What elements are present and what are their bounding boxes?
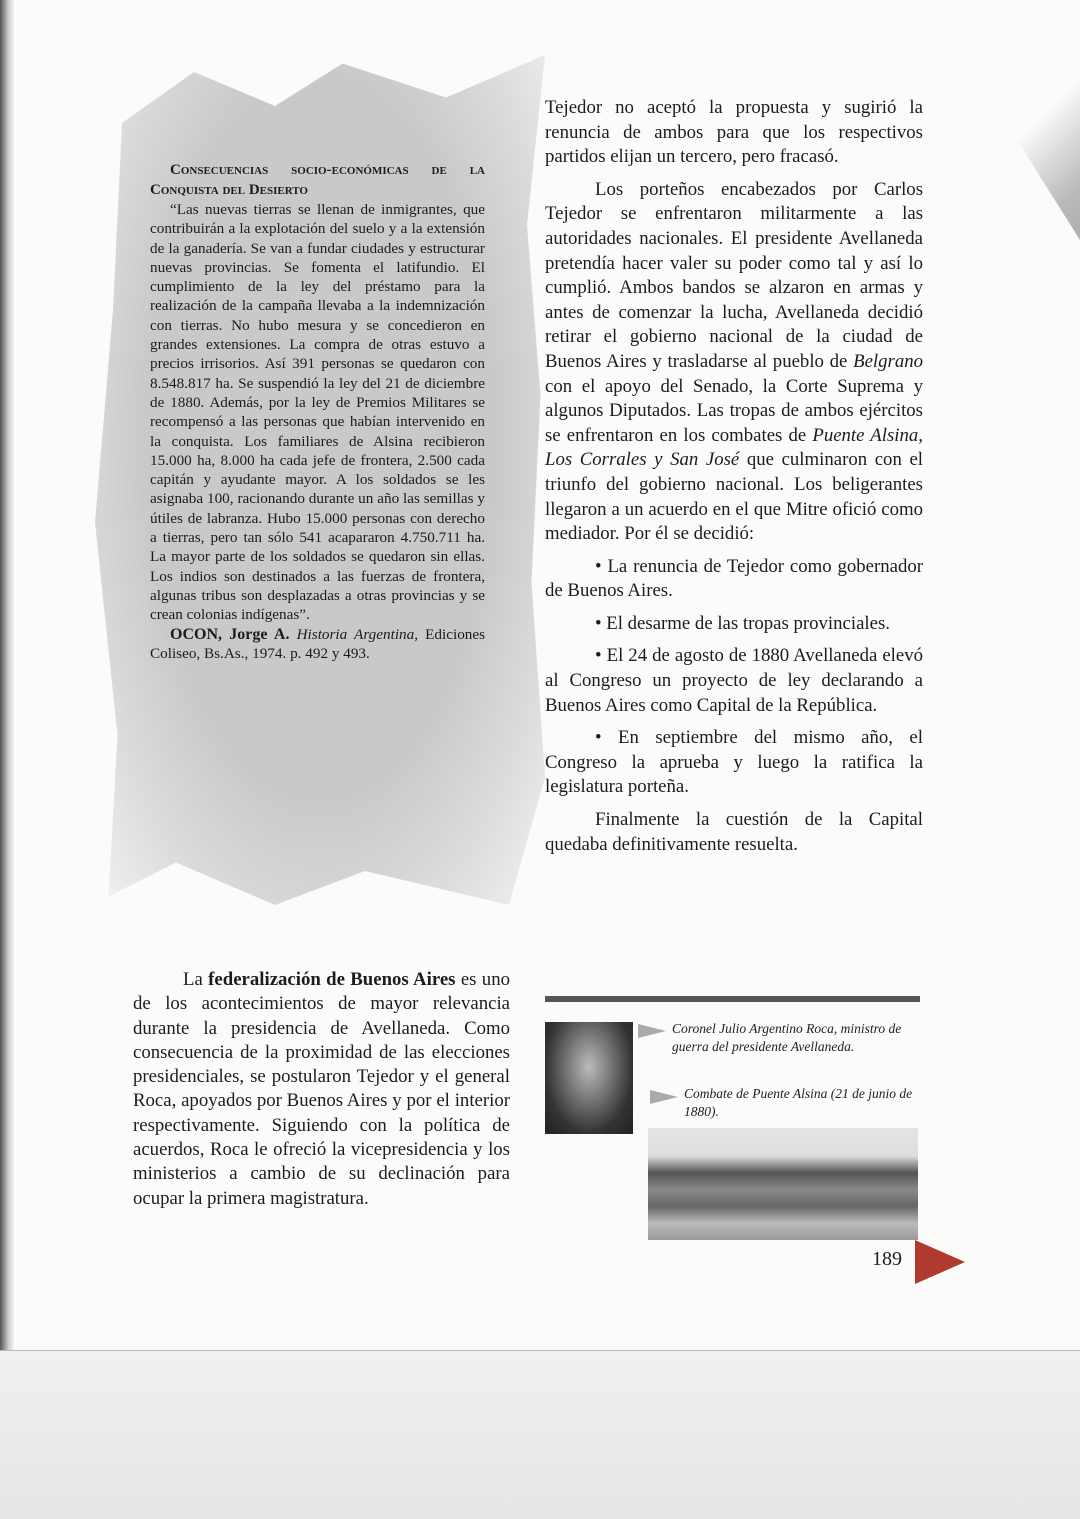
caption-arrow-icon bbox=[650, 1090, 678, 1104]
box-title: Consecuencias socio-económicas de la Conquista del Desierto bbox=[150, 162, 485, 198]
lead: La bbox=[183, 969, 209, 990]
bold-term: federalización de Buenos Aires bbox=[208, 969, 456, 990]
bullet-3: • El 24 de agosto de 1880 Avellaneda elevó al Congreso un proyecto de ley declarando a Buenos Aires como Capital de la República. bbox=[545, 645, 923, 716]
p2-text-3: que culminaron con el triunfo del gobierno nacional. Los beligerantes llegaron a un acuerdo en el que Mitre ofició como mediador. Por él se decidió: bbox=[545, 449, 923, 545]
bottom-left-column bbox=[133, 968, 510, 1211]
corner-decoration bbox=[940, 0, 1080, 400]
quote-box bbox=[150, 160, 485, 663]
p2-combates: Puente Alsina, Los Corrales y San José bbox=[545, 424, 923, 471]
federalizacion-paragraph bbox=[133, 968, 510, 1211]
paragraph-1: Tejedor no aceptó la propuesta y sugirió la renuncia de ambos para que los respectivos partidos elijan un tercero, pero fracasó. bbox=[545, 97, 923, 168]
bullet-1: • La renuncia de Tejedor como gobernador de Buenos Aires. bbox=[545, 555, 923, 602]
final-paragraph: Finalmente la cuestión de la Capital quedaba definitivamente resuelta. bbox=[545, 809, 923, 855]
page-number: 189 bbox=[872, 1248, 902, 1270]
caption-arrow-icon bbox=[638, 1024, 666, 1038]
combate-image bbox=[648, 1128, 918, 1240]
bullet-4: • En septiembre del mismo año, el Congreso la aprueba y luego la ratifica la legislatura porteña. bbox=[545, 727, 923, 798]
scan-footer bbox=[0, 1350, 1080, 1519]
cite-author: OCON, Jorge A. bbox=[170, 625, 290, 643]
roca-portrait-image bbox=[545, 1022, 633, 1134]
caption-combate: Combate de Puente Alsina (21 de junio de 1880). bbox=[684, 1086, 913, 1119]
cite-rest: Ediciones Coliseo, Bs.As., 1974. p. 492 y 493. bbox=[150, 625, 486, 662]
paragraph-2 bbox=[545, 178, 923, 547]
rest: es uno de los acontecimientos de mayor relevancia durante la presidencia de Avellaneda. Como consecuencia de la proximidad de las elecciones presidenciales, se postularon Tejedor y el general Roca, apoyados por Buenos Aires y por el interior respectivamente. Siguiendo con la política de acuerdos, Roca le ofreció la vicepresidencia y los ministerios a cambio de su declinación para ocupar la primera magistratura. bbox=[133, 969, 510, 1209]
p2-belgrano: Belgrano bbox=[853, 350, 923, 372]
right-column bbox=[545, 96, 923, 865]
p2-text-2: con el apoyo del Senado, la Corte Suprema y algunos Diputados. Las tropas de ambos ejércitos se enfrentaron en los combates de bbox=[545, 375, 923, 446]
bullet-2: • El desarme de las tropas provinciales. bbox=[595, 612, 890, 634]
box-citation bbox=[150, 625, 485, 664]
page-binding-shadow bbox=[0, 0, 14, 1518]
divider-rule bbox=[545, 996, 920, 1002]
caption-roca: Coronel Julio Argentino Roca, ministro de guerra del presidente Avellaneda. bbox=[672, 1021, 902, 1054]
p2-text: Los porteños encabezados por Carlos Tejedor se enfrentaron militarmente a las autoridades nacionales. El presidente Avellaneda pretendía hacer valer su poder como tal y así lo cumplió. Ambos bandos se alzaron en armas y antes de comenzar la lucha, Avellaneda decidió retirar el gobierno nacional de la ciudad de Buenos Aires y trasladarse al pueblo de bbox=[545, 178, 923, 372]
box-quote: “Las nuevas tierras se llenan de inmigrantes, que contribuirán a la explotación del suelo y a la extensión de la ganadería. Se van a fundar ciudades y estructurar nuevas provincias. Se fomenta el latifundio. El cumplimiento de la ley del préstamo para la realización de la campaña llevaba a la indemnización con tierras. No hubo mesura y se concedieron en grandes extensiones. La compra de otras estuvo a precios irrisorios. Así 391 personas se quedaron con 8.548.817 ha. Se suspendió la ley del 21 de diciembre de 1880. Además, por la ley de Premios Militares se recompensó a las personas que habían intervenido en la conquista. Los familiares de Alsina recibieron 15.000 ha, 8.000 ha cada jefe de frontera, 2.500 cada capitán y ayudante mayor. A los soldados se les asignaba 100, racionando durante un año las semillas y útiles de labranza. Hubo 15.000 personas con derecho a tierras, pero tan sólo 541 acapararon 4.750.711 ha. La mayor parte de los soldados se quedaron sin ellas. Los indios son destinados a las fuerzas de frontera, algunas tribus son desplazadas a otras provincias y se crean colonias indígenas”. bbox=[150, 201, 485, 624]
cite-title: Historia Argentina, bbox=[296, 625, 419, 643]
page-arrow-icon bbox=[915, 1240, 965, 1284]
